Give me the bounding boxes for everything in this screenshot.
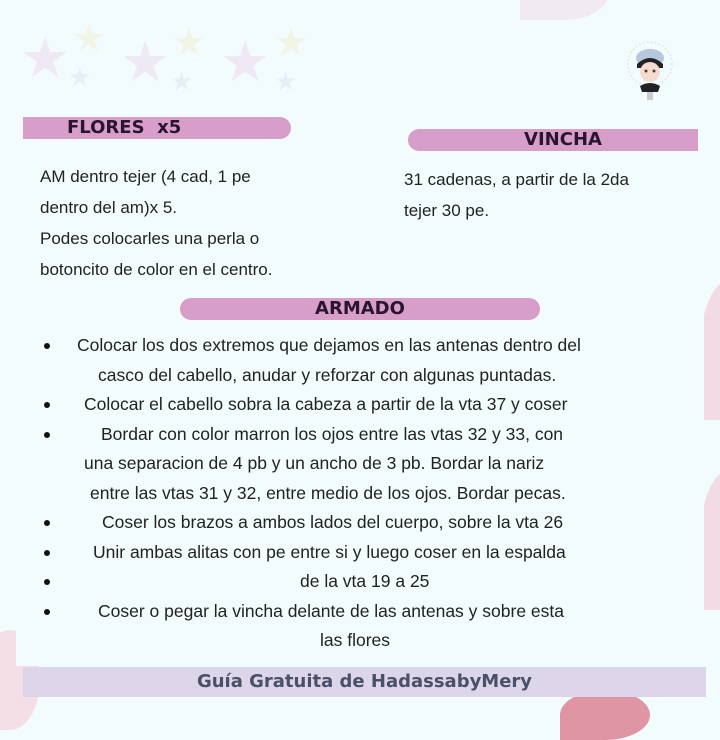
bullet-icon: [44, 432, 50, 438]
armado-step: entre las vtas 31 y 32, entre medio de los ojos. Bordar pecas.: [90, 482, 566, 503]
armado-title: ARMADO: [315, 298, 405, 319]
flores-line: AM dentro tejer (4 cad, 1 pe: [40, 167, 251, 186]
flower-petal-decoration: [560, 690, 650, 740]
flores-heading: [23, 117, 291, 139]
flores-title: FLORES x5: [67, 117, 182, 138]
bullet-icon: [44, 343, 50, 349]
flores-line: dentro del am)x 5.: [40, 198, 178, 217]
armado-heading: [180, 298, 540, 320]
armado-steps-list: [0, 331, 720, 656]
flores-line: botoncito de color en el centro.: [40, 260, 273, 279]
bullet-icon: [44, 402, 50, 408]
flower-petal-decoration: [520, 0, 610, 20]
armado-step: casco del cabello, anudar y reforzar con algunas puntadas.: [98, 364, 557, 385]
bullet-icon: [44, 609, 50, 615]
vincha-line: 31 cadenas, a partir de la 2da: [404, 170, 629, 189]
stars-decoration: ★ ★ ★ ★ ★ ★ ★ ★ ★: [20, 18, 309, 96]
vincha-line: tejer 30 pe.: [404, 201, 490, 220]
armado-step: de la vta 19 a 25: [0, 567, 720, 597]
flores-line: Podes colocarles una perla o: [40, 229, 260, 248]
vincha-title: VINCHA: [524, 129, 602, 150]
armado-step: Bordar con color marron los ojos entre las vtas 32 y 33, con: [0, 420, 720, 450]
bullet-icon: [44, 550, 50, 556]
armado-step: Unir ambas alitas con pe entre si y luego coser en la espalda: [0, 538, 720, 568]
footer-text: Guía Gratuita de HadassabyMery: [196, 671, 533, 692]
vincha-instructions: [404, 164, 629, 226]
vincha-heading: [408, 129, 698, 151]
armado-step: Coser o pegar la vincha delante de las antenas y sobre esta: [0, 597, 720, 627]
armado-step: las flores: [320, 630, 391, 650]
bullet-icon: [44, 579, 50, 585]
bullet-icon: [44, 520, 50, 526]
armado-step: Colocar los dos extremos que dejamos en las antenas dentro del: [0, 331, 720, 361]
footer-credit: [23, 667, 706, 697]
armado-step: Coser los brazos a ambos lados del cuerpo, sobre la vta 26: [0, 508, 720, 538]
armado-step: una separacion de 4 pb y un ancho de 3 pb. Bordar la nariz: [84, 453, 545, 473]
flores-instructions: [40, 161, 272, 285]
armado-step: Colocar el cabello sobra la cabeza a partir de la vta 37 y coser: [0, 390, 720, 420]
